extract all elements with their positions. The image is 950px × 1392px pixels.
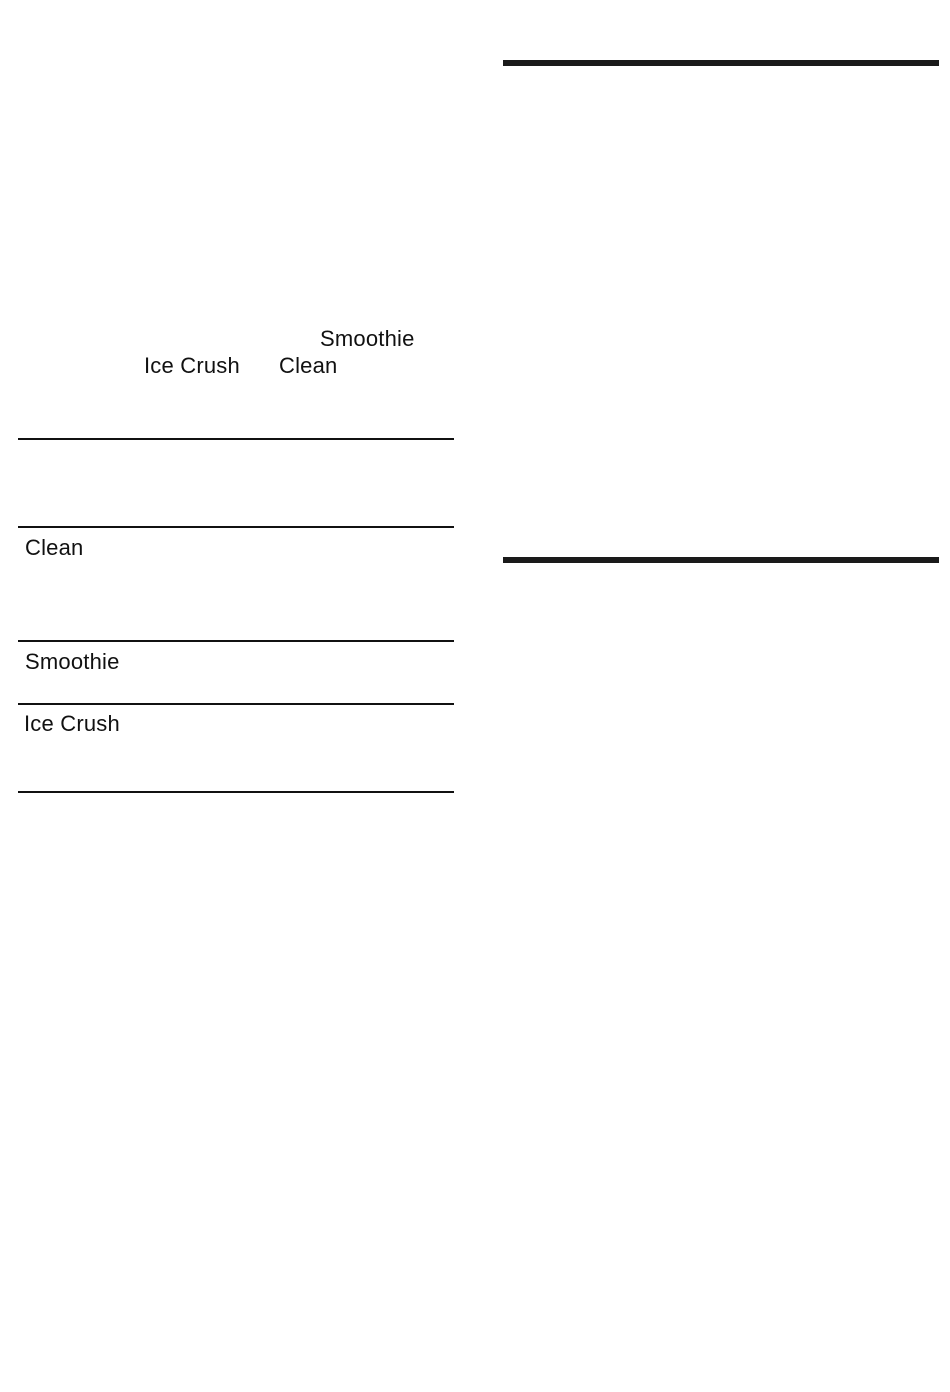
header-label-ice-crush: Ice Crush xyxy=(144,353,240,378)
table-row-label: Smoothie xyxy=(25,649,120,674)
table-rule-top xyxy=(18,438,454,440)
header-label-smoothie: Smoothie xyxy=(320,326,415,351)
table-rule xyxy=(18,640,454,642)
table-row-label: Clean xyxy=(25,535,84,560)
section-divider xyxy=(503,557,939,563)
table-rule-bottom xyxy=(18,791,454,793)
header-label-clean: Clean xyxy=(279,353,338,378)
table-rule xyxy=(18,703,454,705)
table-rule xyxy=(18,526,454,528)
section-divider xyxy=(503,60,939,66)
table-row-label: Ice Crush xyxy=(24,711,120,736)
